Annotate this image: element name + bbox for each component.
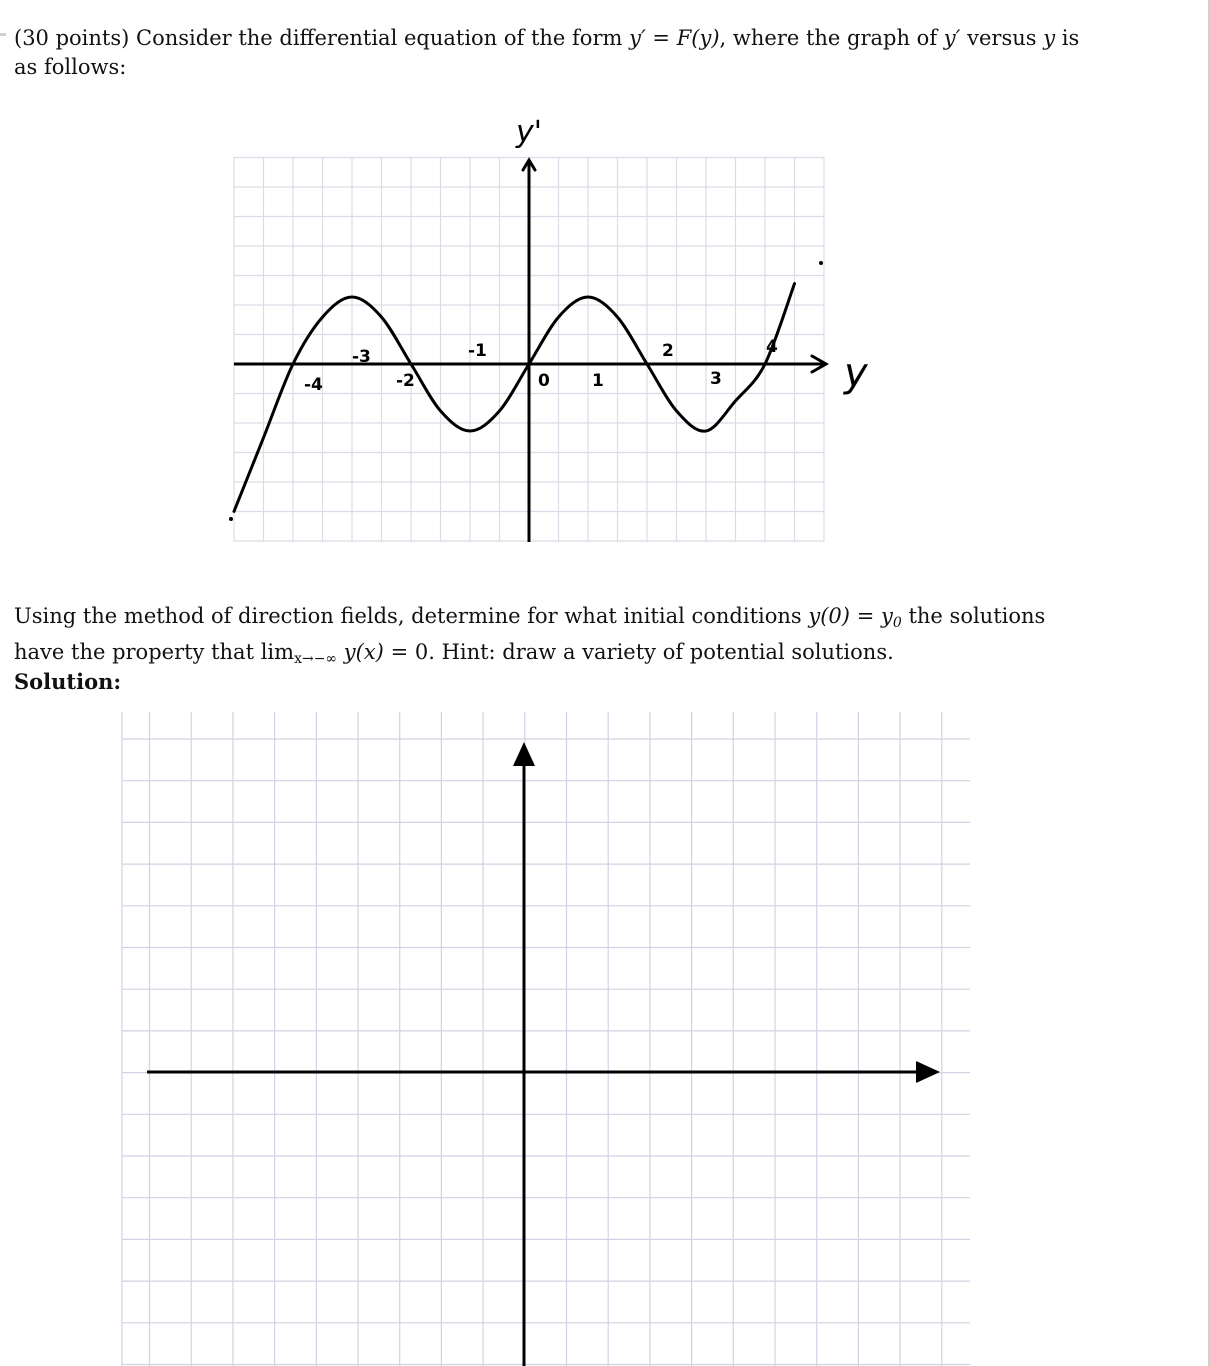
y-symbol: y [1043, 26, 1056, 50]
question-text-b: the solutions have the property that [14, 604, 1046, 664]
intro-text-c: is as follows: [14, 26, 1080, 79]
question-text [14, 602, 1084, 674]
lim-equals: = 0. [390, 640, 435, 664]
y0-subscript: 0 [892, 615, 902, 631]
initial-equals: = [856, 604, 875, 628]
intro-text-b: , where the graph of [719, 26, 938, 50]
question-text-a: Using the method of direction fields, determine for what initial conditions [14, 604, 802, 628]
tick-label: 4 [766, 337, 778, 357]
solution-answer-grid[interactable] [110, 712, 980, 1366]
y0-symbol [880, 604, 902, 631]
continuation-dot-left [229, 517, 233, 521]
initial-condition: y(0) [808, 604, 850, 628]
continuation-dot-right [819, 261, 823, 265]
tick-label: -3 [352, 347, 371, 367]
function-curve [234, 284, 795, 512]
yprime-symbol: y′ [943, 26, 961, 50]
points-label: (30 points) [14, 26, 130, 50]
tick-label: 3 [710, 369, 722, 389]
yprime-axis-label: y' [516, 115, 543, 150]
answer-horizontal-arrowhead [916, 1061, 940, 1083]
tick-label: -4 [304, 375, 323, 395]
answer-vertical-arrowhead [513, 742, 535, 766]
y0-base: y [880, 604, 893, 628]
lim-word: lim [260, 640, 295, 664]
tick-label: 0 [538, 371, 550, 391]
tick-label: 1 [592, 371, 604, 391]
yprime-vs-y-graph [220, 100, 900, 550]
equation-rhs: F(y) [676, 26, 720, 50]
answer-grid-lines [122, 712, 970, 1366]
y-axis-label: y [844, 350, 868, 396]
hint-text: Hint: draw a variety of potential solutions. [441, 640, 894, 664]
tick-label: -1 [468, 341, 487, 361]
lim-argument: y(x) [343, 640, 384, 664]
solution-label: Solution: [14, 669, 122, 694]
problem-statement [14, 24, 1084, 82]
lim-operator [260, 640, 338, 667]
tick-label: 2 [662, 341, 674, 361]
margin-mark [0, 33, 6, 36]
lim-subscript: x→−∞ [294, 651, 338, 667]
tick-label: -2 [396, 371, 415, 391]
equation-lhs: y′ [629, 26, 646, 50]
intro-text-a: Consider the differential equation of the form [136, 26, 623, 50]
equation-equals: = [652, 26, 671, 50]
versus-word: versus [967, 26, 1037, 50]
